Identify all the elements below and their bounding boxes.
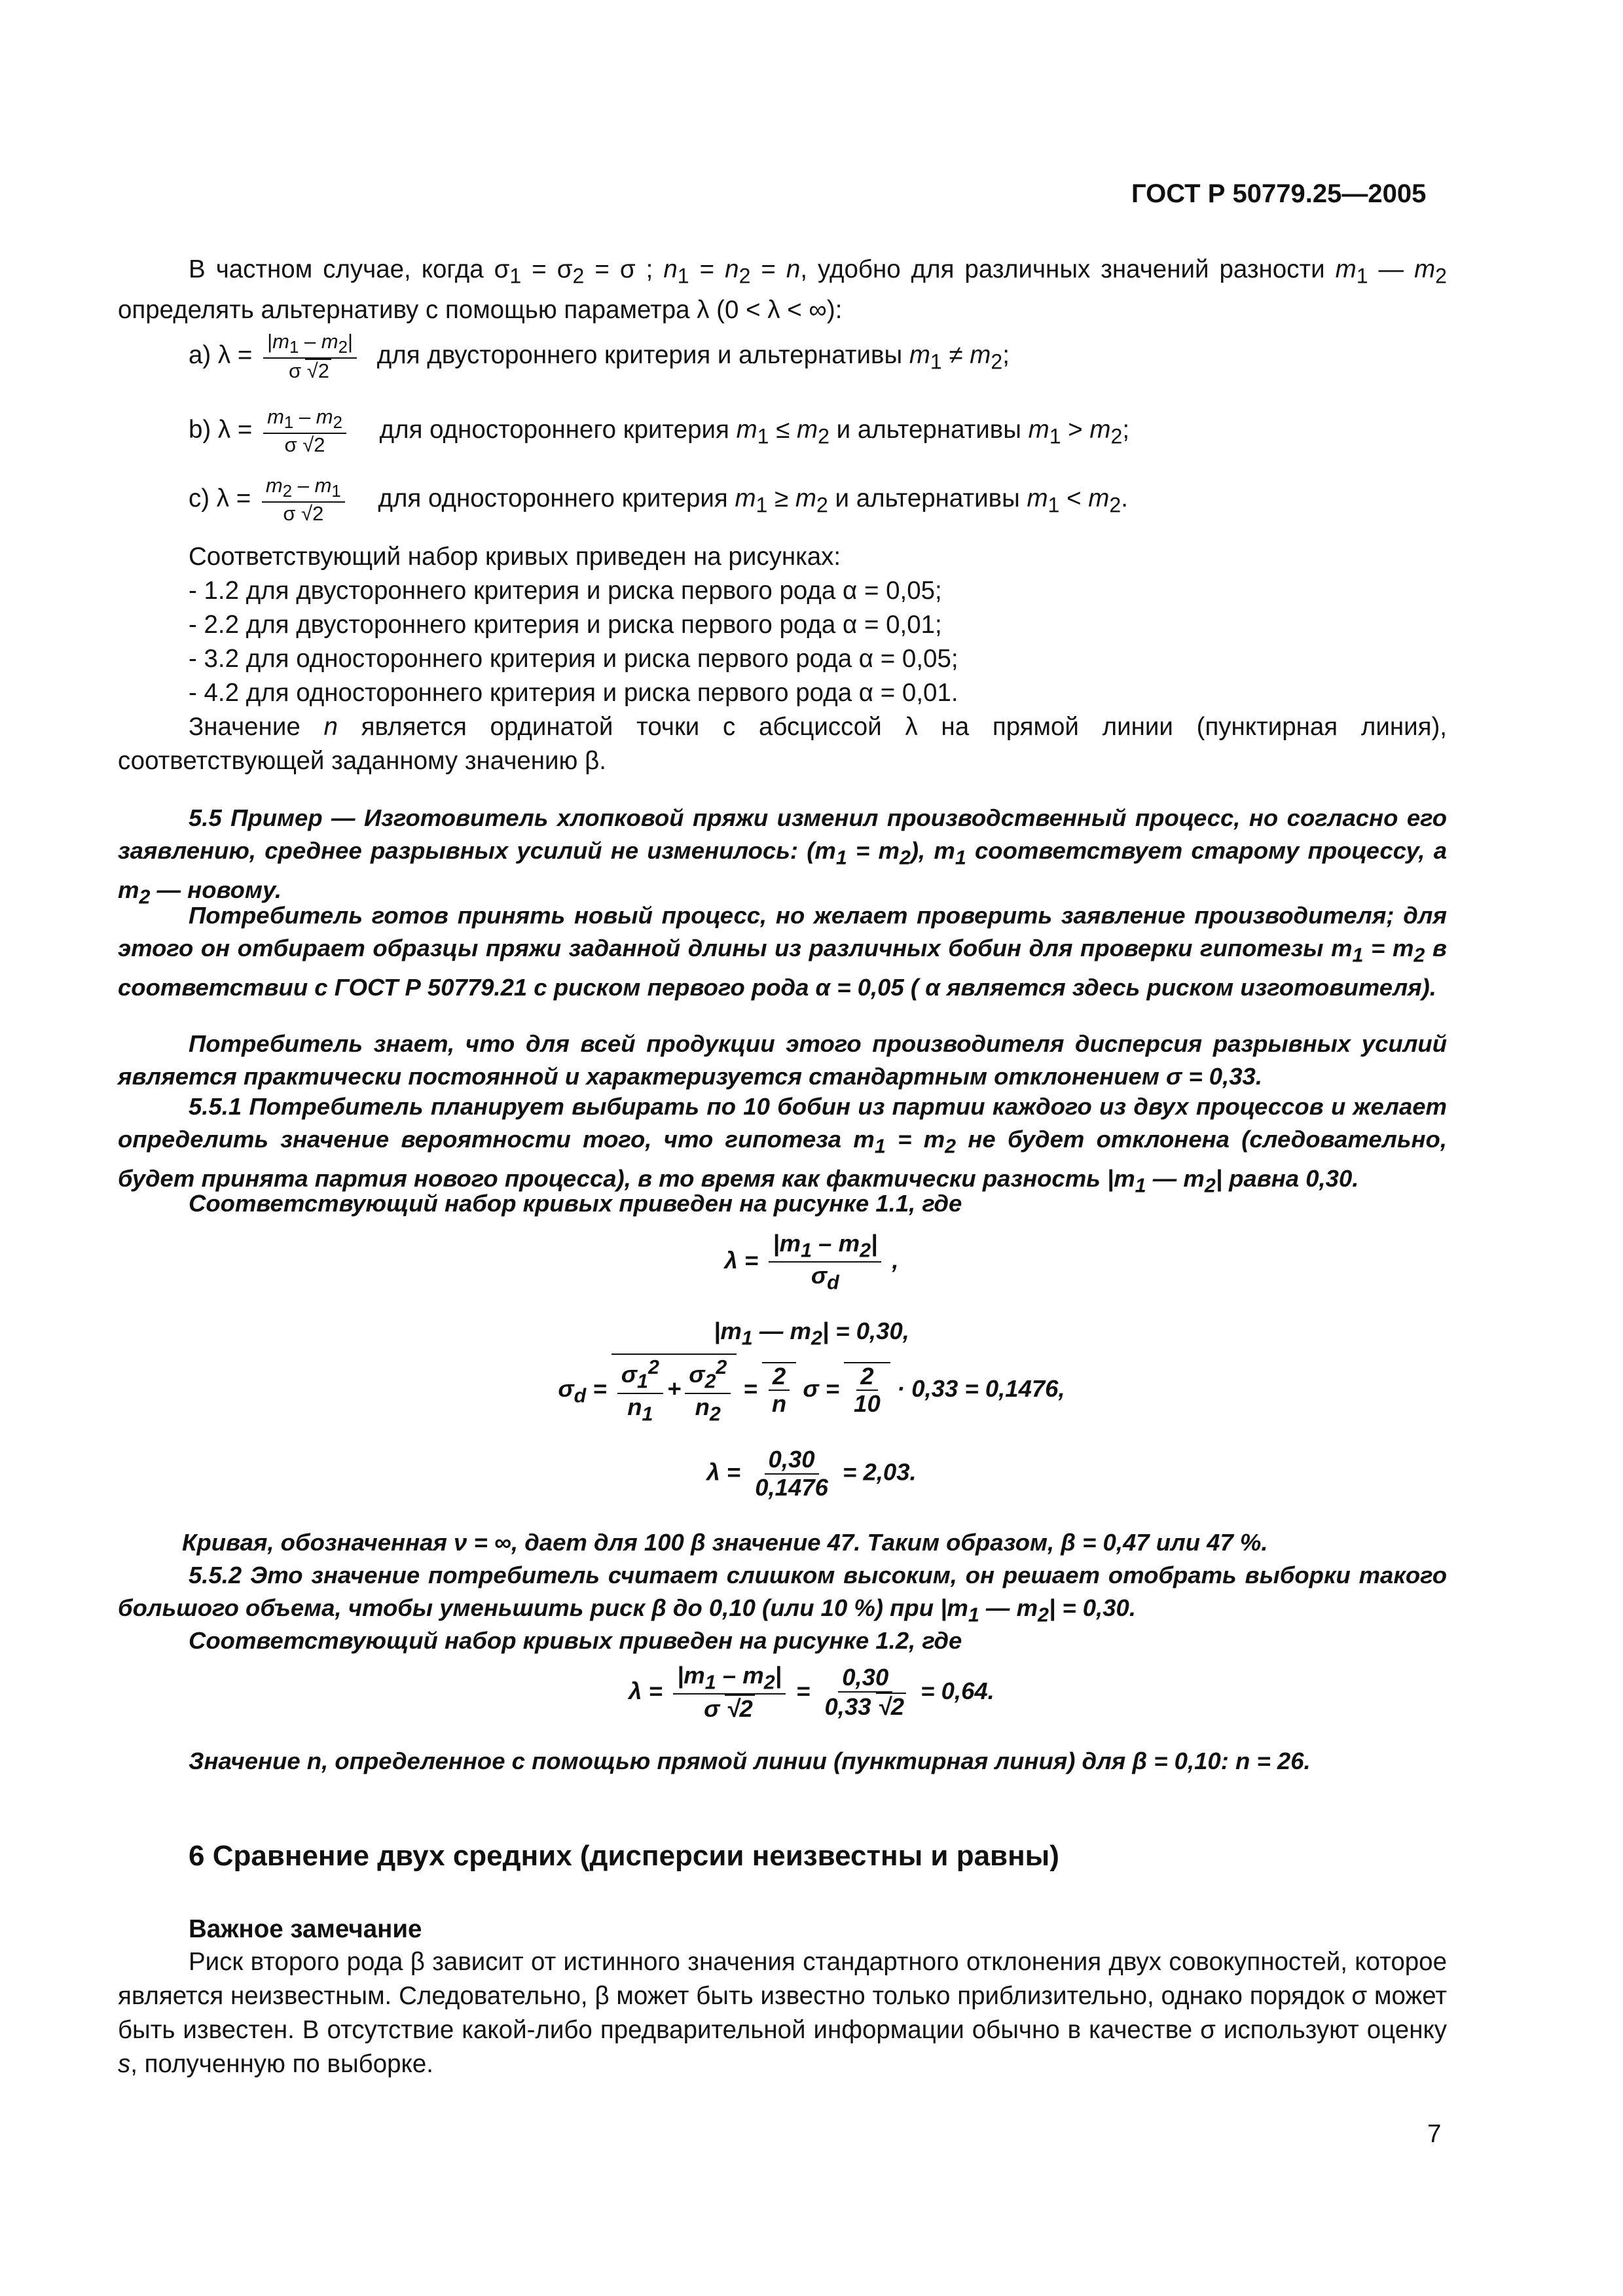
example-paragraph-3: Потребитель знает, что для всей продукции этого производителя дисперсия разрывных усилий является практически постоянной и характеризуется стандартным отклонением σ = 0,33.: [118, 1030, 1447, 1090]
case-b-fraction: $\frac{m_1 - m_2}{\sigma √2}$: [263, 406, 346, 457]
example-paragraph-7: 5.5.2 Это значение потребитель считает слишком высоким, он решает отобрать выборки такого большого объема, чтобы уменьшить риск β до 0,10 (или 10 %) при $|m_1$ — $m_2| = 0,30$.: [118, 1562, 1447, 1626]
curves-intro: Соответствующий набор кривых приведен на рисунках:: [189, 543, 841, 571]
list-item: - 2.2 для двустороннего критерия и риска первого рода α = 0,01;: [189, 611, 942, 639]
n-value-paragraph: Значение n является ординатой точки с абсциссой λ на прямой линии (пунктирная линия), соответствующей заданному значению β.: [118, 713, 1447, 775]
case-a-text: для двустороннего критерия и альтернативы $m_1 \ne m_2$;: [376, 341, 1010, 374]
example-paragraph-9: Значение n, определенное с помощью прямой линии (пунктирная линия) для β = 0,10: n = 26.: [189, 1748, 1311, 1774]
document-header-id: ГОСТ Р 50779.25—2005: [1131, 179, 1427, 208]
case-a-label: a) λ =: [189, 341, 253, 370]
section-6-paragraph: Риск второго рода β зависит от истинного значения стандартного отклонения двух совокупностей, которое является неизвестным. Следовательно, β может быть известно только приблизительно, однако порядок σ может быть известен. В отсутствие какой-либо предварительной информации обычно в качестве σ используют оценку s, полученную по выборке.: [118, 1948, 1447, 2078]
section-6-subheading: Важное замечание: [189, 1915, 422, 1943]
list-item: - 1.2 для двустороннего критерия и риска первого рода α = 0,05;: [189, 577, 942, 605]
case-c-text: для одностороннего критерия $m_1 \ge m_2$ и альтернативы $m_1 < m_2$.: [378, 484, 1128, 517]
equation-difference: $|m_1$ — $m_2| = 0,30$,: [714, 1318, 909, 1350]
case-b: [189, 406, 1129, 457]
list-item: - 4.2 для одностороннего критерия и риска первого рода α = 0,01.: [189, 679, 958, 707]
intro-paragraph: В частном случае, когда $\sigma_1 = \sigma_2 = \sigma$ ; $n_1 = n_2 = n$, удобно для различных значений разности $m_1$ — $m_2$ определять альтернативу с помощью параметра λ (0 < λ < ∞):: [118, 255, 1447, 324]
example-paragraph-8: Соответствующий набор кривых приведен на рисунке 1.2, где: [189, 1627, 962, 1654]
equation-sigma-d: $\sigma_d$ = $\frac{\sigma_1^2}{n_1}$ + $\frac{\sigma_2^2}{n_2}$ = $\frac{2}{n}$ σ = $\frac{2}{10}$ · 0,33 = 0,1476,: [0, 1354, 1623, 1425]
example-paragraph-4: 5.5.1 Потребитель планирует выбирать по 10 бобин из партии каждого из двух процессов и желает определить значение вероятности того, что гипотеза $m_1 = m_2$ не будет отклонена (следовательно, будет принята партия нового процесса), в то время как фактически разность $|m_1$ — $m_2|$ равна 0,30.: [118, 1093, 1447, 1197]
case-b-text: для одностороннего критерия $m_1 \le m_2$ и альтернативы $m_1 > m_2$;: [379, 416, 1130, 448]
equation-lambda-3: λ = $\frac{|m_1 - m_2|}{\sigma √2}$ = $\frac{0,30}{0,33 √2}$ = 0,64.: [629, 1662, 994, 1723]
case-a-fraction: $\frac{|m_1 - m_2|}{\sigma √2}$: [263, 331, 357, 383]
section-6-heading: 6 Сравнение двух средних (дисперсии неизвестны и равны): [189, 1840, 1059, 1872]
case-a: [189, 331, 1010, 383]
equation-lambda-2: λ = $\frac{0,30}{0,1476}$ = 2,03.: [706, 1446, 917, 1501]
example-paragraph-2: Потребитель готов принять новый процесс, но желает проверить заявление производителя; для этого он отбирает образцы пряжи заданной длины из различных бобин для проверки гипотезы $m_1 = m_2$ в соответствии с ГОСТ Р 50779.21 с риском первого рода α = 0,05 ( α является здесь риском изготовителя).: [118, 902, 1447, 1001]
case-c-label: c) λ =: [189, 484, 251, 513]
equation-lambda-1: λ = $\frac{|m_1 - m_2|}{\sigma_d}$ ,: [724, 1230, 899, 1294]
case-b-label: b) λ =: [189, 416, 253, 444]
example-paragraph-6: Кривая, обозначенная ν = ∞, дает для 100 β значение 47. Таким образом, β = 0,47 или 47 %.: [182, 1529, 1268, 1556]
case-c: [189, 475, 1128, 526]
case-c-fraction: $\frac{m_2 - m_1}{\sigma √2}$: [262, 475, 345, 526]
page-number: 7: [1427, 2120, 1442, 2148]
example-paragraph-5: Соответствующий набор кривых приведен на рисунке 1.1, где: [189, 1190, 962, 1217]
example-paragraph-1: 5.5 Пример — Изготовитель хлопковой пряжи изменил производственный процесс, но согласно его заявлению, среднее разрывных усилий не изменилось: $(m_1 = m_2)$, $m_1$ соответствует старому процессу, а $m_2$ — новому.: [118, 804, 1447, 908]
list-item: - 3.2 для одностороннего критерия и риска первого рода α = 0,05;: [189, 645, 958, 673]
